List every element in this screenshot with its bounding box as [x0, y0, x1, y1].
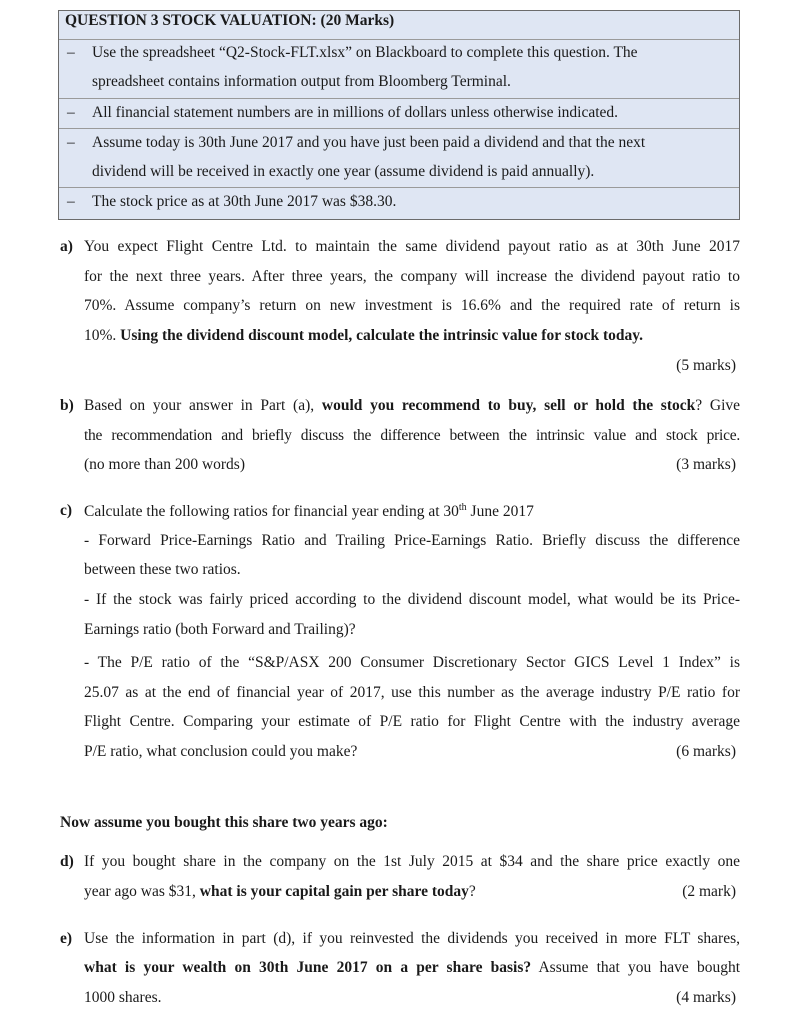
- part-c-line: - The P/E ratio of the “S&P/ASX 200 Consumer Discretionary Sector GICS Level 1 Index” is: [84, 654, 740, 671]
- part-a-text: 10%.: [84, 327, 121, 344]
- part-e-text: Assume that you have bought: [531, 959, 741, 976]
- part-b-text: ? Give: [695, 397, 740, 414]
- part-a-marks: (5 marks): [676, 357, 736, 374]
- part-c-label: c): [60, 502, 73, 519]
- instruction-box: [58, 10, 740, 220]
- part-d-marks: (2 mark): [682, 883, 736, 900]
- bullet-dash: –: [67, 134, 75, 151]
- part-c-line: between these two ratios.: [84, 561, 241, 578]
- part-d-line: If you bought share in the company on the 1st July 2015 at $34 and the share price exactly one: [84, 853, 740, 870]
- box-divider: [59, 187, 739, 188]
- part-b-marks: (3 marks): [676, 456, 736, 473]
- part-e-marks: (4 marks): [676, 989, 736, 1006]
- part-e-line: 1000 shares.: [84, 989, 162, 1006]
- part-d-line: [84, 883, 476, 901]
- box-divider: [59, 128, 739, 129]
- part-a-line: [84, 327, 643, 345]
- part-e-instruction: what is your wealth on 30th June 2017 on a per share basis?: [84, 959, 532, 976]
- part-c-line: P/E ratio, what conclusion could you make?: [84, 743, 358, 760]
- part-b-line: [84, 397, 740, 415]
- part-a-line: 70%. Assume company’s return on new investment is 16.6% and the required rate of return is: [84, 297, 740, 314]
- part-c-text: June 2017: [466, 503, 534, 521]
- bullet-text: All financial statement numbers are in millions of dollars unless otherwise indicated.: [92, 104, 619, 121]
- box-divider: [59, 98, 739, 99]
- part-d-label: d): [60, 853, 74, 870]
- bullet-text: The stock price as at 30th June 2017 was $38.30.: [92, 193, 397, 210]
- bullet-dash: –: [67, 104, 75, 121]
- part-b-note: (no more than 200 words): [84, 456, 245, 473]
- bullet-dash: –: [67, 193, 75, 210]
- part-b-line: the recommendation and briefly discuss the difference between the intrinsic value and stock price.: [84, 427, 740, 444]
- part-c-line: [84, 502, 534, 521]
- part-d-text: year ago was $31,: [84, 883, 200, 900]
- part-a-line: You expect Flight Centre Ltd. to maintain the same dividend payout ratio as at 30th June 2017: [84, 238, 740, 255]
- superscript: th: [458, 502, 467, 513]
- part-a-label: a): [60, 238, 73, 255]
- part-c-line: 25.07 as at the end of financial year of 2017, use this number as the average industry P/E ratio for: [84, 684, 740, 701]
- bullet-text: Use the spreadsheet “Q2-Stock-FLT.xlsx” on Blackboard to complete this question. The: [92, 44, 638, 61]
- part-c-line: Earnings ratio (both Forward and Trailing)?: [84, 621, 356, 638]
- part-b-instruction: would you recommend to buy, sell or hold the stock: [321, 397, 696, 414]
- part-c-line: Flight Centre. Comparing your estimate of P/E ratio for Flight Centre with the industry average: [84, 713, 740, 730]
- part-d-instruction: what is your capital gain per share today: [199, 883, 469, 900]
- section-heading: Now assume you bought this share two years ago:: [60, 814, 388, 831]
- part-a-instruction: Using the dividend discount model, calculate the intrinsic value for stock today.: [120, 327, 644, 344]
- part-e-line: Use the information in part (d), if you reinvested the dividends you received in more FLT shares,: [84, 930, 740, 947]
- part-c-line: - If the stock was fairly priced according to the dividend discount model, what would be its Price-: [84, 591, 740, 608]
- bullet-dash: –: [67, 44, 75, 61]
- part-c-text: Calculate the following ratios for financial year ending at 30: [84, 503, 459, 521]
- bullet-text: spreadsheet contains information output from Bloomberg Terminal.: [92, 73, 511, 90]
- part-c-marks: (6 marks): [676, 743, 736, 760]
- part-c-line: - Forward Price-Earnings Ratio and Trailing Price-Earnings Ratio. Briefly discuss the difference: [84, 532, 740, 549]
- question-title: QUESTION 3 STOCK VALUATION: (20 Marks): [65, 12, 395, 29]
- part-e-line: [84, 959, 740, 977]
- box-divider: [59, 39, 739, 40]
- bullet-text: dividend will be received in exactly one year (assume dividend is paid annually).: [92, 163, 595, 180]
- part-e-label: e): [60, 930, 73, 947]
- part-a-line: for the next three years. After three years, the company will increase the dividend payout ratio to: [84, 268, 740, 285]
- part-b-text: Based on your answer in Part (a),: [84, 397, 322, 414]
- part-d-text: ?: [468, 883, 476, 900]
- part-b-label: b): [60, 397, 74, 414]
- bullet-text: Assume today is 30th June 2017 and you have just been paid a dividend and that the next: [92, 134, 646, 151]
